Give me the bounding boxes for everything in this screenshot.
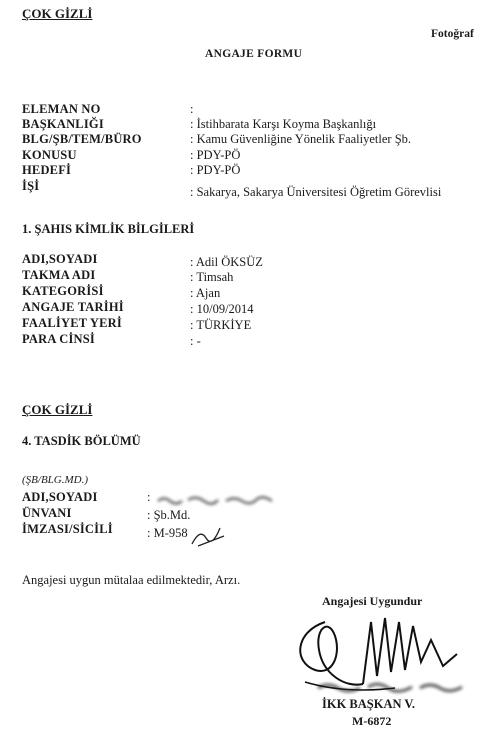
value-approver-name: : [147, 490, 151, 504]
section4-title: 4. TASDİK BÖLÜMÜ [22, 434, 141, 448]
approval-note: Angajesi uygun mütalaa edilmektedir, Arzı. [22, 573, 241, 587]
label-angaje-tarihi: ANGAJE TARİHİ [22, 300, 124, 314]
value-blg-sb-tem-buro: : Kamu Güvenliğine Yönelik Faaliyetler Şb. [190, 132, 412, 146]
value-takma-adi: : Timsah [190, 270, 234, 284]
classification-mid: ÇOK GİZLİ [22, 402, 93, 417]
section1-title: 1. ŞAHIS KİMLİK BİLGİLERİ [22, 222, 195, 236]
label-faaliyet-yeri: FAALİYET YERİ [22, 316, 122, 330]
approver-signature-mark [190, 524, 226, 553]
label-hedefi: HEDEFİ [22, 163, 72, 177]
value-adi-soyadi: : Adil ÖKSÜZ [190, 255, 263, 269]
label-unvani: ÜNVANI [22, 506, 72, 520]
label-imzasi-sicili: İMZASI/SİCİLİ [22, 522, 113, 536]
value-angaje-tarihi: : 10/09/2014 [190, 302, 254, 316]
value-hedefi: : PDY-PÖ [190, 163, 241, 177]
label-baskanligi: BAŞKANLIĞI [22, 117, 104, 131]
value-kategorisi: : Ajan [190, 286, 221, 300]
signatory-title: İKK BAŞKAN V. [322, 697, 415, 711]
photo-label: Fotoğraf [431, 28, 474, 40]
value-para-cinsi: : - [190, 334, 201, 348]
signatory-registry: M-6872 [352, 714, 392, 728]
classification-top: ÇOK GİZLİ [22, 6, 93, 21]
signature-heading: Angajesi Uygundur [322, 594, 423, 608]
label-eleman-no: ELEMAN NO [22, 102, 101, 116]
value-faaliyet-yeri: : TÜRKİYE [190, 318, 252, 332]
label-isi: İŞİ [22, 179, 40, 193]
value-baskanligi: : İstihbarata Karşı Koyma Başkanlığı [190, 117, 377, 131]
label-para-cinsi: PARA CİNSİ [22, 332, 95, 346]
value-konusu: : PDY-PÖ [190, 148, 241, 162]
label-approver-name: ADI,SOYADI [22, 490, 98, 504]
label-takma-adi: TAKMA ADI [22, 268, 96, 282]
label-blg-sb-tem-buro: BLG/ŞB/TEM/BÜRO [22, 132, 142, 146]
label-kategorisi: KATEGORİSİ [22, 284, 104, 298]
value-imzasi-sicili: : M-958 [147, 526, 188, 540]
label-konusu: KONUSU [22, 148, 77, 162]
label-adi-soyadi: ADI,SOYADI [22, 252, 98, 266]
value-unvani: : Şb.Md. [147, 508, 191, 522]
value-isi: : Sakarya, Sakarya Üniversitesi Öğretim Görevlisi [190, 185, 442, 199]
section4-subtitle: (ŞB/BLG.MD.) [22, 474, 88, 486]
form-title: ANGAJE FORMU [205, 48, 303, 60]
value-eleman-no: : [190, 102, 194, 116]
